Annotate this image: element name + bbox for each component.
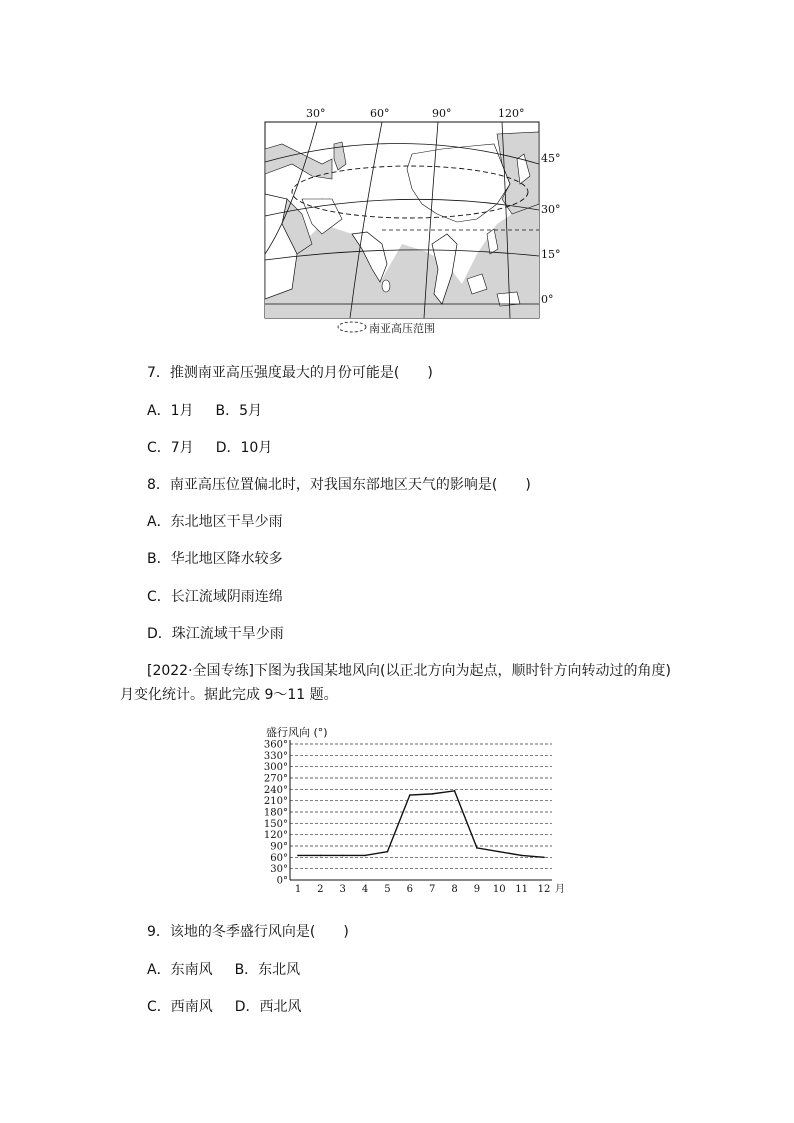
map-figure (262, 104, 562, 336)
y-tick-label: 30° (270, 864, 288, 876)
data-point (454, 790, 456, 792)
option-c: C．长江流域阴雨连绵 (147, 589, 283, 605)
x-tick-label: 12 (537, 884, 551, 895)
question-9 (147, 923, 349, 941)
option-d: D．西北风 (234, 999, 302, 1015)
y-tick-label: 210° (263, 796, 288, 808)
option-b: B．东北风 (234, 962, 301, 978)
y-tick-label: 90° (270, 841, 288, 853)
data-point (409, 794, 411, 796)
data-point (320, 855, 322, 857)
x-tick-label: 11 (515, 884, 529, 895)
intro-line-1: [2022·全国专练]下图为我国某地风向(以正北方向为起点，顺时针方向转动过的角度) (147, 663, 671, 679)
x-tick-label: 7 (428, 884, 436, 895)
y-tick-label: 270° (263, 773, 288, 785)
y-tick-label: 0° (276, 875, 288, 887)
y-tick-label: 300° (263, 762, 288, 774)
question-stem: 南亚高压位置偏北时，对我国东部地区天气的影响是( ) (169, 477, 531, 493)
lat-label-45: 45° (541, 152, 561, 165)
question-number: 9． (147, 924, 170, 940)
y-axis-label: 盛行风向 (°) (266, 726, 328, 739)
data-point (431, 793, 433, 795)
x-tick-label: 10 (492, 884, 506, 895)
x-tick-label: 3 (339, 884, 346, 895)
y-tick-label: 240° (263, 784, 288, 796)
x-tick-label: 4 (361, 884, 369, 895)
question-stem: 该地的冬季盛行风向是( ) (169, 924, 349, 940)
wind-direction-chart (250, 722, 570, 902)
question-7 (147, 364, 433, 382)
lon-label-120: 120° (498, 107, 525, 120)
data-point (342, 855, 344, 857)
south-asia-high-map (262, 104, 562, 336)
data-point (476, 847, 478, 849)
map-legend-label: 南亚高压范围 (369, 322, 435, 335)
x-tick-label: 8 (451, 884, 458, 895)
option-a: A．东北地区干旱少雨 (147, 514, 283, 530)
question-7-options-row-2 (147, 439, 272, 457)
data-point (543, 857, 545, 859)
data-point (387, 851, 389, 853)
x-tick-label: 1 (294, 884, 302, 895)
option-c: C．7月 (147, 440, 194, 456)
option-d: D．10月 (215, 440, 273, 456)
y-tick-label: 180° (263, 807, 288, 819)
question-9-options-row-1 (147, 961, 300, 979)
question-9-options-row-2 (147, 998, 302, 1016)
x-tick-label: 9 (473, 884, 481, 895)
sri-lanka (382, 280, 390, 292)
question-8 (147, 476, 531, 494)
question-7-options-row-1 (147, 402, 262, 420)
data-point (498, 851, 500, 853)
lon-label-60: 60° (370, 107, 390, 120)
option-a: A．1月 (147, 403, 194, 419)
x-tick-label: 2 (317, 884, 324, 895)
lat-label-0: 0° (541, 293, 554, 306)
option-b: B．5月 (215, 403, 262, 419)
question-number: 8． (147, 477, 170, 493)
data-point (364, 855, 366, 857)
x-axis-label: 月 (555, 884, 565, 895)
option-b: B．华北地区降水较多 (147, 551, 283, 567)
data-point (297, 855, 299, 857)
x-tick-label: 5 (384, 884, 391, 895)
option-d: D．珠江流域干旱少雨 (147, 626, 284, 642)
y-tick-label: 330° (263, 750, 288, 762)
lat-label-15: 15° (541, 248, 561, 261)
x-tick-label: 6 (406, 884, 414, 895)
question-stem: 推测南亚高压强度最大的月份可能是( ) (169, 365, 433, 381)
lon-label-30: 30° (306, 107, 326, 120)
y-tick-label: 60° (270, 852, 288, 864)
y-tick-label: 120° (263, 830, 288, 842)
lon-label-90: 90° (432, 107, 452, 120)
option-c: C．西南风 (147, 999, 213, 1015)
question-number: 7． (147, 365, 170, 381)
lat-label-30: 30° (541, 203, 561, 216)
y-tick-label: 150° (263, 818, 288, 830)
legend-marker (338, 322, 366, 332)
intro-line-2: 月变化统计。据此完成 9～11 题。 (120, 687, 338, 703)
y-tick-label: 360° (263, 739, 288, 751)
chart-svg (250, 722, 570, 902)
data-point (521, 855, 523, 857)
option-a: A．东南风 (147, 962, 213, 978)
